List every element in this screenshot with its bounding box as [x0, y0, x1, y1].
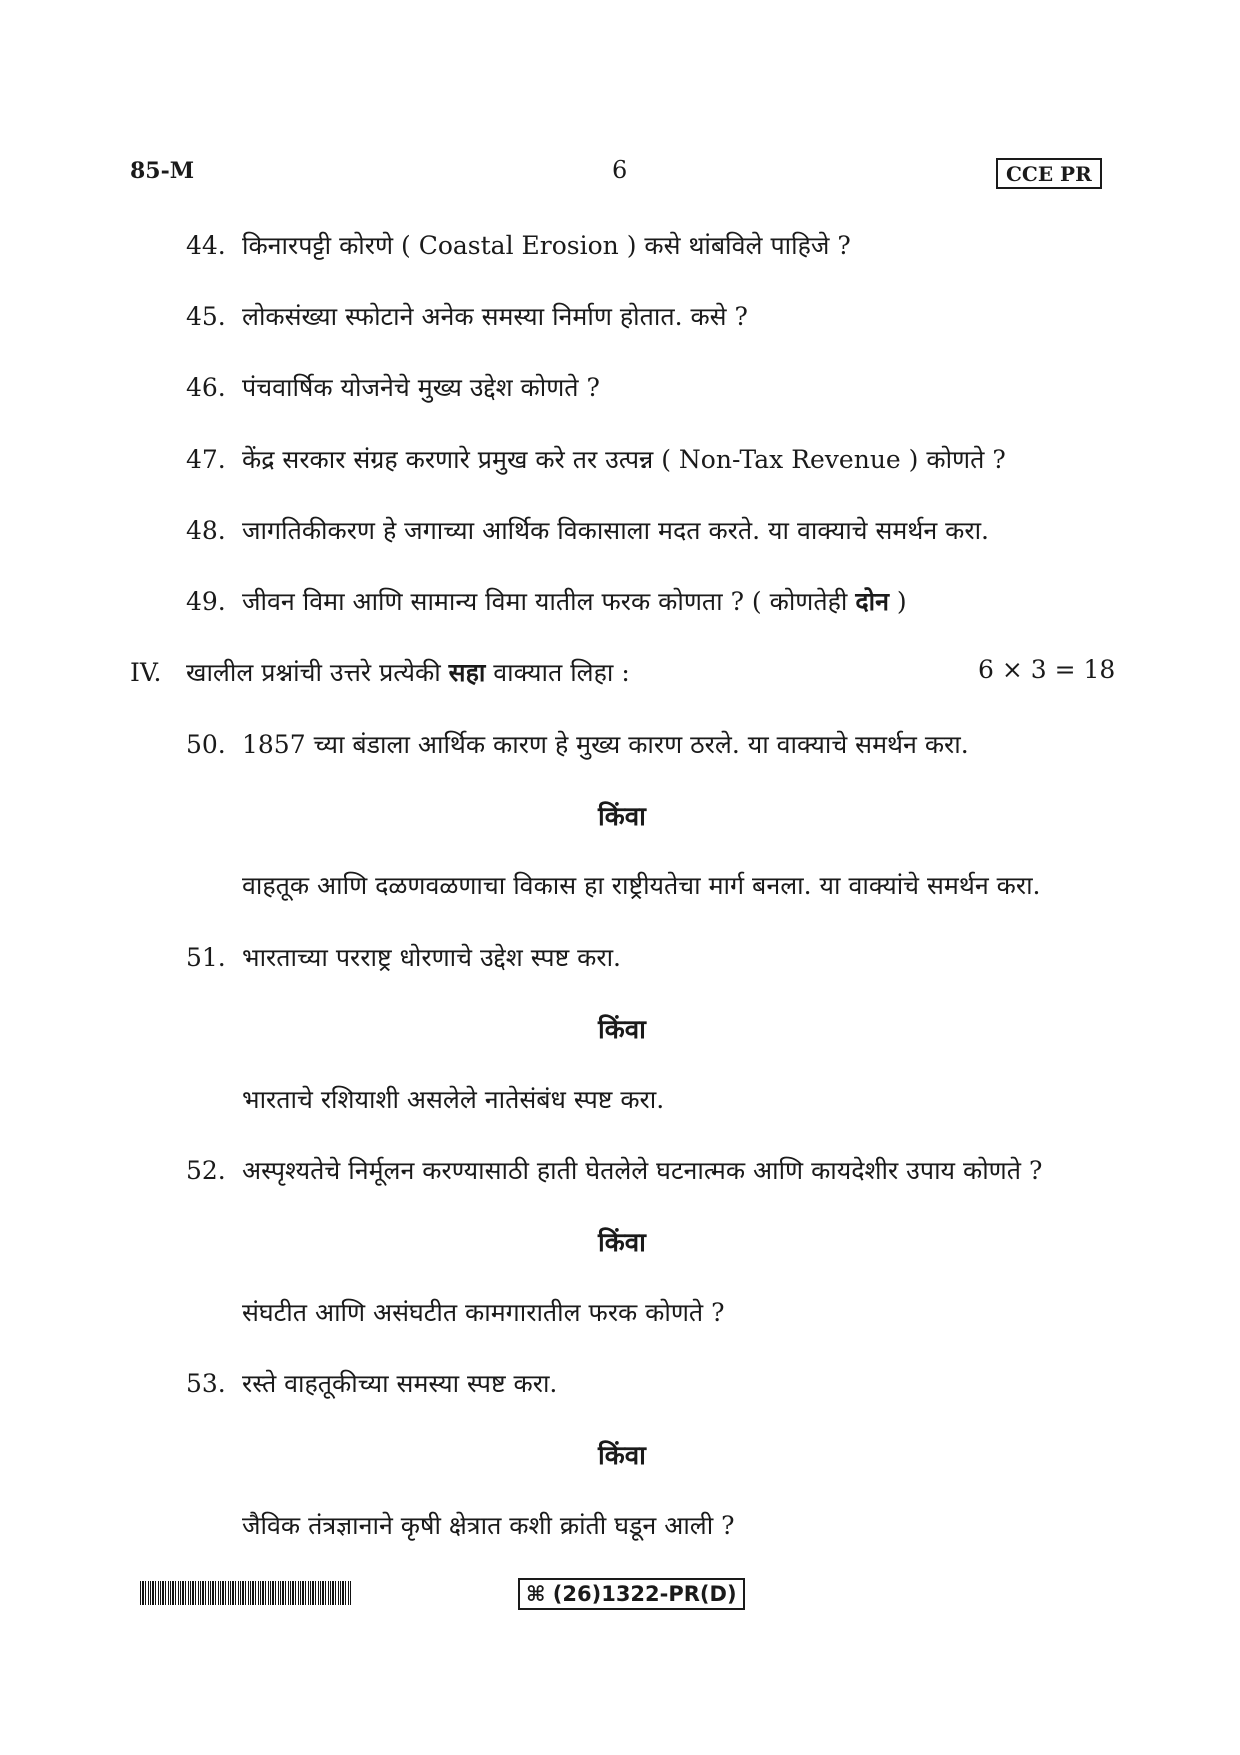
question-45: [186, 299, 748, 333]
question-44: [186, 228, 851, 262]
section-instruction: खालील प्रश्नांची उत्तरे प्रत्येकी: [186, 658, 449, 687]
question-53: [186, 1366, 557, 1400]
question-text: जीवन विमा आणि सामान्य विमा यातील फरक कोणता ? ( कोणतेही: [242, 587, 856, 616]
section-iv-heading: [130, 655, 630, 689]
question-50: [186, 727, 969, 761]
or-separator: किंवा: [598, 1015, 646, 1045]
question-text-bold: दोन: [855, 587, 889, 616]
page-number: 6: [612, 156, 628, 184]
paper-serial-code: ⌘ (26)1322-PR(D): [518, 1578, 745, 1610]
question-number: 45.: [186, 302, 226, 331]
alternative-question: वाहतूक आणि दळणवळणाचा विकास हा राष्ट्रीयतेचा मार्ग बनला. या वाक्यांचे समर्थन करा.: [242, 871, 1041, 900]
question-text: पंचवार्षिक योजनेचे मुख्य उद्देश कोणते ?: [242, 373, 600, 402]
or-separator: किंवा: [598, 1441, 646, 1471]
question-number: 48.: [186, 516, 226, 545]
question-number: 51.: [186, 943, 226, 972]
question-49: [186, 584, 907, 618]
section-instruction-end: वाक्यात लिहा :: [485, 658, 630, 687]
alternative-question: भारताचे रशियाशी असलेले नातेसंबंध स्पष्ट करा.: [242, 1085, 665, 1114]
question-46: [186, 370, 600, 404]
question-47: [186, 442, 1006, 476]
alternative-question: संघटीत आणि असंघटीत कामगारातील फरक कोणते ?: [242, 1298, 725, 1327]
barcode: [140, 1581, 352, 1605]
question-text: रस्ते वाहतूकीच्या समस्या स्पष्ट करा.: [242, 1369, 558, 1398]
question-number: 49.: [186, 587, 226, 616]
question-number: 47.: [186, 445, 226, 474]
question-text: लोकसंख्या स्फोटाने अनेक समस्या निर्माण होतात. कसे ?: [242, 302, 748, 331]
question-text: जागतिकीकरण हे जगाच्या आर्थिक विकासाला मदत करते. या वाक्याचे समर्थन करा.: [242, 516, 989, 545]
question-text-end: ): [888, 587, 907, 616]
question-48: [186, 513, 989, 547]
question-text: केंद्र सरकार संग्रह करणारे प्रमुख करे तर उत्पन्न ( Non-Tax Revenue ) कोणते ?: [242, 445, 1006, 474]
section-instruction-bold: सहा: [448, 658, 486, 687]
paper-code: 85-M: [130, 158, 195, 184]
question-number: 52.: [186, 1156, 226, 1185]
question-text: 1857 च्या बंडाला आर्थिक कारण हे मुख्य कारण ठरले. या वाक्याचे समर्थन करा.: [242, 730, 969, 759]
or-separator: किंवा: [598, 1228, 646, 1258]
section-marks: 6 × 3 = 18: [978, 655, 1116, 684]
question-51: [186, 940, 621, 974]
paper-type-badge: CCE PR: [996, 158, 1102, 189]
question-text: किनारपट्टी कोरणे ( Coastal Erosion ) कसे थांबविले पाहिजे ?: [242, 231, 851, 260]
question-number: 53.: [186, 1369, 226, 1398]
question-text: भारताच्या परराष्ट्र धोरणाचे उद्देश स्पष्ट करा.: [242, 943, 622, 972]
question-number: 50.: [186, 730, 226, 759]
question-text: अस्पृश्यतेचे निर्मूलन करण्यासाठी हाती घेतलेले घटनात्मक आणि कायदेशीर उपाय कोणते ?: [242, 1156, 1043, 1185]
question-number: 46.: [186, 373, 226, 402]
question-number: 44.: [186, 231, 226, 260]
alternative-question: जैविक तंत्रज्ञानाने कृषी क्षेत्रात कशी क्रांती घडून आली ?: [242, 1511, 735, 1540]
or-separator: किंवा: [598, 802, 646, 832]
section-roman: IV.: [130, 658, 162, 687]
question-52: [186, 1153, 1042, 1187]
